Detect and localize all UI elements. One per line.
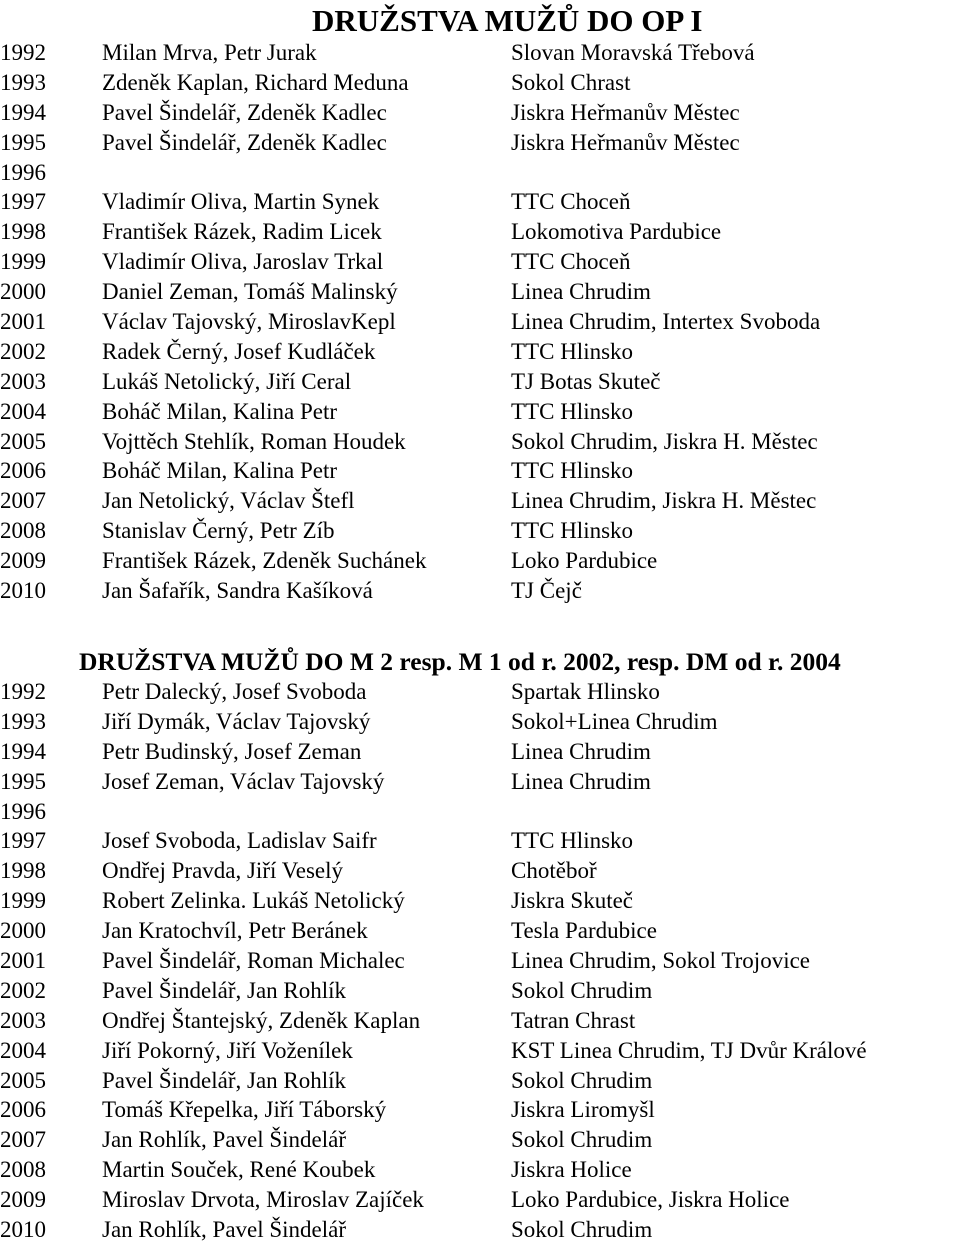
club-cell: TTC Hlinsko xyxy=(511,398,634,424)
players-cell: Jan Rohlík, Pavel Šindelář xyxy=(102,1217,347,1243)
players-cell: Boháč Milan, Kalina Petr xyxy=(102,458,338,484)
club-cell: Sokol Chrudim xyxy=(511,1217,653,1243)
players-cell: Josef Svoboda, Ladislav Saifr xyxy=(102,828,377,854)
club-cell: TJ Botas Skuteč xyxy=(511,368,661,394)
year-cell: 2005 xyxy=(0,1067,46,1093)
players-cell: Pavel Šindelář, Zdeněk Kadlec xyxy=(102,129,387,155)
table-row xyxy=(0,128,960,158)
club-cell: Jiskra Skuteč xyxy=(511,888,634,914)
year-cell: 1998 xyxy=(0,858,46,884)
club-cell: Linea Chrudim xyxy=(511,768,651,794)
table-row xyxy=(0,707,960,737)
club-cell: TTC Hlinsko xyxy=(511,338,634,364)
club-cell: Jiskra Liromyšl xyxy=(511,1097,655,1123)
club-cell: Jiskra Holice xyxy=(511,1157,632,1183)
players-cell: Jan Netolický, Václav Štefl xyxy=(102,488,355,514)
club-cell: Tatran Chrast xyxy=(511,1007,636,1033)
club-cell: Linea Chrudim, Sokol Trojovice xyxy=(511,948,810,974)
table-row xyxy=(0,546,960,576)
players-cell: Vladimír Oliva, Jaroslav Trkal xyxy=(102,249,384,275)
year-cell: 1993 xyxy=(0,69,46,95)
players-cell: Martin Souček, René Koubek xyxy=(102,1157,376,1183)
table-row xyxy=(0,1155,960,1185)
club-cell: Sokol Chrudim xyxy=(511,1127,653,1153)
year-cell: 1992 xyxy=(0,679,46,704)
table-row xyxy=(0,856,960,886)
year-cell: 1994 xyxy=(0,99,46,125)
club-cell: Chotěboř xyxy=(511,858,597,884)
table-row xyxy=(0,767,960,797)
year-cell: 2010 xyxy=(0,1217,46,1243)
table-row xyxy=(0,187,960,217)
year-cell: 2008 xyxy=(0,1157,46,1183)
year-cell: 2004 xyxy=(0,1037,46,1063)
year-cell: 2003 xyxy=(0,368,46,394)
players-cell: Jan Šafařík, Sandra Kašíková xyxy=(102,578,373,604)
table-row xyxy=(0,68,960,98)
players-cell: Stanislav Černý, Petr Zíb xyxy=(102,518,335,544)
table-row xyxy=(0,158,960,188)
year-cell: 2006 xyxy=(0,1097,46,1123)
table-row xyxy=(0,427,960,457)
players-cell: Václav Tajovský, MiroslavKepl xyxy=(102,309,396,335)
year-cell: 2002 xyxy=(0,977,46,1003)
club-cell: Sokol+Linea Chrudim xyxy=(511,708,718,734)
year-cell: 2003 xyxy=(0,1007,46,1033)
players-cell: Zdeněk Kaplan, Richard Meduna xyxy=(102,69,409,95)
table-row xyxy=(0,1185,960,1215)
year-cell: 1997 xyxy=(0,828,46,854)
players-cell: Jiří Pokorný, Jiří Voženílek xyxy=(102,1037,353,1063)
table-row xyxy=(0,217,960,247)
club-cell: Slovan Moravská Třebová xyxy=(511,40,755,65)
players-cell: Petr Budinský, Josef Zeman xyxy=(102,738,362,764)
club-cell: TJ Čejč xyxy=(511,578,582,604)
table-row xyxy=(0,1066,960,1096)
players-cell: Milan Mrva, Petr Jurak xyxy=(102,40,317,65)
year-cell: 2001 xyxy=(0,309,46,335)
club-cell: Jiskra Heřmanův Městec xyxy=(511,129,740,155)
players-cell: František Rázek, Radim Licek xyxy=(102,219,382,245)
table-row xyxy=(0,456,960,486)
players-cell: Jiří Dymák, Václav Tajovský xyxy=(102,708,371,734)
club-cell: Tesla Pardubice xyxy=(511,918,657,944)
players-cell: Pavel Šindelář, Roman Michalec xyxy=(102,948,405,974)
players-cell: Pavel Šindelář, Jan Rohlík xyxy=(102,1067,347,1093)
table-row xyxy=(0,826,960,856)
table-row xyxy=(0,486,960,516)
table-row xyxy=(0,98,960,128)
year-cell: 2000 xyxy=(0,279,46,305)
players-cell: Pavel Šindelář, Jan Rohlík xyxy=(102,977,347,1003)
year-cell: 1995 xyxy=(0,129,46,155)
table-row xyxy=(0,976,960,1006)
table-row xyxy=(0,307,960,337)
table-row xyxy=(0,397,960,427)
players-cell: Petr Dalecký, Josef Svoboda xyxy=(102,679,367,704)
year-cell: 2002 xyxy=(0,338,46,364)
players-cell: Josef Zeman, Václav Tajovský xyxy=(102,768,385,794)
year-cell: 2006 xyxy=(0,458,46,484)
club-cell: Sokol Chrudim xyxy=(511,1067,653,1093)
year-cell: 2004 xyxy=(0,398,46,424)
players-cell: Ondřej Štantejský, Zdeněk Kaplan xyxy=(102,1007,421,1033)
table-row xyxy=(0,677,960,707)
club-cell: Linea Chrudim xyxy=(511,279,651,305)
players-cell: Radek Černý, Josef Kudláček xyxy=(102,338,376,364)
table-row xyxy=(0,38,960,68)
players-cell: Jan Kratochvíl, Petr Beránek xyxy=(102,918,368,944)
year-cell: 2007 xyxy=(0,1127,46,1153)
year-cell: 1996 xyxy=(0,159,46,185)
club-cell: Loko Pardubice xyxy=(511,548,658,574)
table-row xyxy=(0,946,960,976)
players-cell: Lukáš Netolický, Jiří Ceral xyxy=(102,368,352,394)
club-cell: Sokol Chrudim, Jiskra H. Městec xyxy=(511,428,818,454)
year-cell: 2007 xyxy=(0,488,46,514)
club-cell: TTC Choceň xyxy=(511,249,631,275)
table-row xyxy=(0,1215,960,1245)
table-row xyxy=(0,916,960,946)
year-cell: 1997 xyxy=(0,189,46,215)
year-cell: 1999 xyxy=(0,888,46,914)
year-cell: 2009 xyxy=(0,548,46,574)
table-row xyxy=(0,516,960,546)
players-cell: Daniel Zeman, Tomáš Malinský xyxy=(102,279,398,305)
results-table-op1 xyxy=(0,38,960,606)
year-cell: 2010 xyxy=(0,578,46,604)
year-cell: 2009 xyxy=(0,1187,46,1213)
year-cell: 1992 xyxy=(0,40,46,65)
players-cell: Ondřej Pravda, Jiří Veselý xyxy=(102,858,344,884)
club-cell: Loko Pardubice, Jiskra Holice xyxy=(511,1187,790,1213)
club-cell: TTC Hlinsko xyxy=(511,458,634,484)
club-cell: TTC Choceň xyxy=(511,189,631,215)
club-cell: Lokomotiva Pardubice xyxy=(511,219,722,245)
year-cell: 1994 xyxy=(0,738,46,764)
club-cell: Sokol Chrudim xyxy=(511,977,653,1003)
players-cell: Robert Zelinka. Lukáš Netolický xyxy=(102,888,405,914)
year-cell: 2005 xyxy=(0,428,46,454)
club-cell: Linea Chrudim, Jiskra H. Městec xyxy=(511,488,817,514)
year-cell: 1999 xyxy=(0,249,46,275)
table-row xyxy=(0,337,960,367)
club-cell: Linea Chrudim xyxy=(511,738,651,764)
club-cell: Sokol Chrast xyxy=(511,69,631,95)
table-row xyxy=(0,247,960,277)
players-cell: Miroslav Drvota, Miroslav Zajíček xyxy=(102,1187,424,1213)
table-row xyxy=(0,797,960,827)
table-row xyxy=(0,1095,960,1125)
year-cell: 1996 xyxy=(0,798,46,824)
table-row xyxy=(0,1036,960,1066)
section-title-op1: DRUŽSTVA MUŽŮ DO OP I xyxy=(312,3,703,38)
year-cell: 2001 xyxy=(0,948,46,974)
players-cell: Pavel Šindelář, Zdeněk Kadlec xyxy=(102,99,387,125)
table-row xyxy=(0,737,960,767)
players-cell: Tomáš Křepelka, Jiří Táborský xyxy=(102,1097,387,1123)
year-cell: 2000 xyxy=(0,918,46,944)
table-row xyxy=(0,277,960,307)
players-cell: Vladimír Oliva, Martin Synek xyxy=(102,189,380,215)
club-cell: Linea Chrudim, Intertex Svoboda xyxy=(511,309,821,335)
players-cell: František Rázek, Zdeněk Suchánek xyxy=(102,548,427,574)
table-row xyxy=(0,576,960,606)
club-cell: KST Linea Chrudim, TJ Dvůr Králové xyxy=(511,1037,867,1063)
year-cell: 2008 xyxy=(0,518,46,544)
year-cell: 1998 xyxy=(0,219,46,245)
results-table-m2 xyxy=(0,677,960,1245)
table-row xyxy=(0,1125,960,1155)
players-cell: Jan Rohlík, Pavel Šindelář xyxy=(102,1127,347,1153)
players-cell: Boháč Milan, Kalina Petr xyxy=(102,398,338,424)
year-cell: 1995 xyxy=(0,768,46,794)
table-row xyxy=(0,886,960,916)
table-row xyxy=(0,1006,960,1036)
table-row xyxy=(0,367,960,397)
section-title-m2: DRUŽSTVA MUŽŮ DO M 2 resp. M 1 od r. 2002, resp. DM od r. 2004 xyxy=(79,647,841,676)
club-cell: Jiskra Heřmanův Městec xyxy=(511,99,740,125)
players-cell: Vojttěch Stehlík, Roman Houdek xyxy=(102,428,406,454)
club-cell: Spartak Hlinsko xyxy=(511,679,660,704)
year-cell: 1993 xyxy=(0,708,46,734)
club-cell: TTC Hlinsko xyxy=(511,828,634,854)
club-cell: TTC Hlinsko xyxy=(511,518,634,544)
